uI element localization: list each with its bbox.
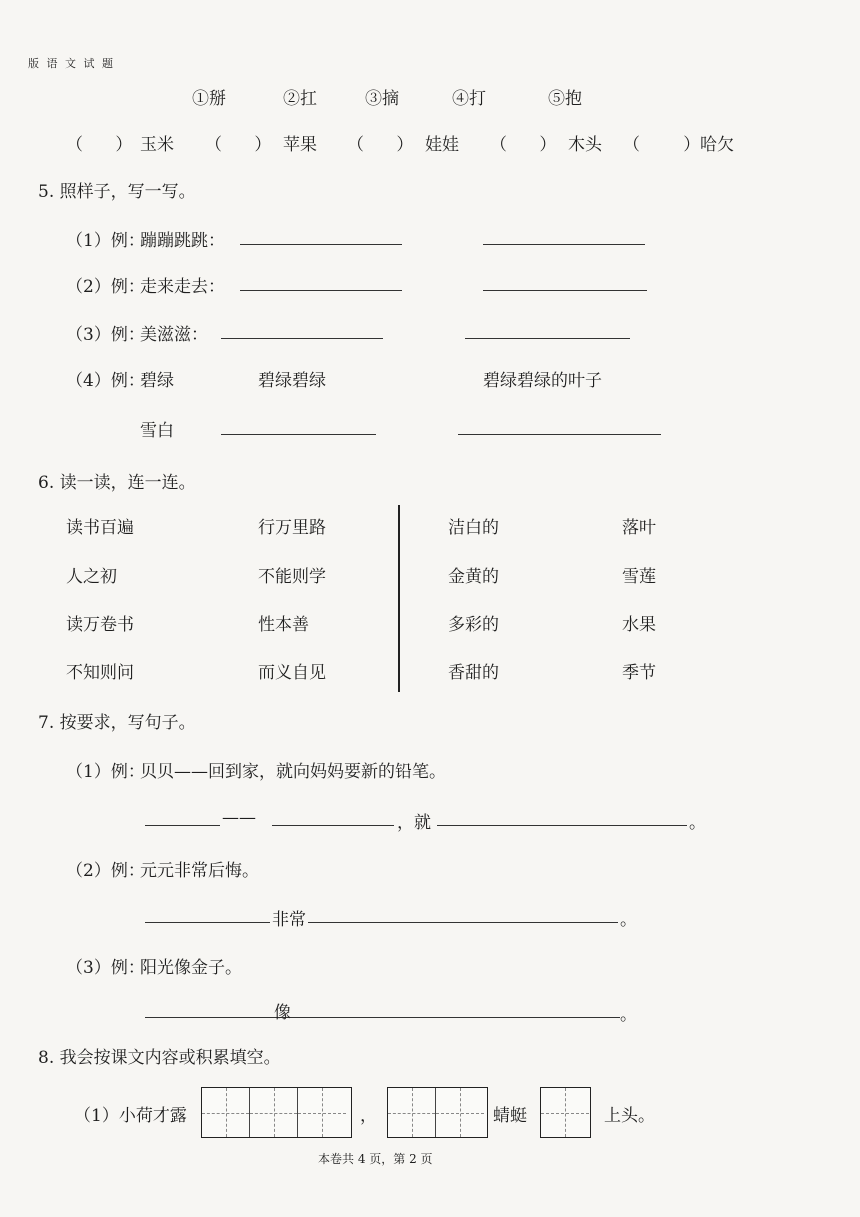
- match-item[interactable]: 不能则学: [258, 567, 326, 587]
- q7-item1-mid: ，就: [397, 813, 431, 833]
- char-grid-input[interactable]: [387, 1087, 488, 1138]
- answer-blank[interactable]: [465, 338, 630, 339]
- answer-blank[interactable]: [145, 825, 220, 826]
- match-item[interactable]: 雪莲: [622, 567, 656, 587]
- char-cell[interactable]: [202, 1088, 250, 1137]
- q5-item2-example: 走来走去：: [140, 277, 225, 297]
- paren-blank[interactable]: （ ）: [623, 135, 701, 155]
- paren-word: 哈欠: [700, 135, 734, 155]
- q7-item2-end: 。: [620, 910, 637, 930]
- q7-item3-example: 阳光像金子。: [140, 958, 242, 978]
- char-cell[interactable]: [436, 1088, 484, 1137]
- char-grid-input[interactable]: [201, 1087, 352, 1138]
- q5-title: 5. 照样子，写一写。: [38, 182, 196, 202]
- q6-title: 6. 读一读，连一连。: [38, 473, 196, 493]
- page-footer: 本卷共 4 页，第 2 页: [318, 1152, 433, 1166]
- q5-item4-example: 碧绿: [140, 371, 174, 391]
- match-item[interactable]: 香甜的: [448, 663, 499, 683]
- q8-item1-label: （1）小荷才露: [74, 1106, 187, 1126]
- char-cell[interactable]: [388, 1088, 436, 1137]
- q5-item1-label: （1）例：: [66, 231, 145, 251]
- answer-blank[interactable]: [483, 244, 645, 245]
- paren-word: 玉米: [140, 135, 174, 155]
- q7-item1-end: 。: [689, 813, 706, 833]
- q5-item2-label: （2）例：: [66, 277, 145, 297]
- q7-item3-mid: 像: [274, 1003, 291, 1023]
- paren-blank[interactable]: （ ）: [347, 135, 414, 155]
- q5-item1-example: 蹦蹦跳跳：: [140, 231, 225, 251]
- q7-item2-mid: 非常: [272, 910, 306, 930]
- char-grid-input[interactable]: [540, 1087, 591, 1138]
- option-5: ⑤抱: [548, 89, 582, 109]
- match-item[interactable]: 不知则问: [66, 663, 134, 683]
- match-item[interactable]: 季节: [622, 663, 656, 683]
- option-1: ①掰: [192, 89, 226, 109]
- q5-item4-label: （4）例：: [66, 371, 145, 391]
- match-item[interactable]: 落叶: [622, 518, 656, 538]
- q8-title: 8. 我会按课文内容或积累填空。: [38, 1048, 281, 1068]
- answer-blank[interactable]: [145, 1017, 620, 1018]
- answer-blank[interactable]: [458, 434, 661, 435]
- answer-blank[interactable]: [221, 338, 383, 339]
- match-item[interactable]: 读书百遍: [66, 518, 134, 538]
- q7-item2-example: 元元非常后悔。: [140, 861, 259, 881]
- answer-blank[interactable]: [240, 290, 402, 291]
- q7-title: 7. 按要求，写句子。: [38, 713, 196, 733]
- char-cell[interactable]: [541, 1088, 589, 1137]
- option-4: ④打: [452, 89, 486, 109]
- match-item[interactable]: 性本善: [258, 615, 309, 635]
- q8-end-word: 上头。: [604, 1106, 655, 1126]
- q8-comma: ，: [360, 1106, 377, 1126]
- answer-blank[interactable]: [308, 922, 618, 923]
- q7-item1-example: 贝贝——回到家，就向妈妈要新的铅笔。: [140, 762, 446, 782]
- q5-item4-example2: 碧绿碧绿: [258, 371, 326, 391]
- q5-item4-word: 雪白: [140, 421, 174, 441]
- match-item[interactable]: 读万卷书: [66, 615, 134, 635]
- match-item[interactable]: 水果: [622, 615, 656, 635]
- option-3: ③摘: [365, 89, 399, 109]
- q5-item4-example3: 碧绿碧绿的叶子: [483, 371, 602, 391]
- match-item[interactable]: 金黄的: [448, 567, 499, 587]
- paren-word: 苹果: [283, 135, 317, 155]
- paren-word: 娃娃: [425, 135, 459, 155]
- answer-blank[interactable]: [240, 244, 402, 245]
- match-item[interactable]: 多彩的: [448, 615, 499, 635]
- match-item[interactable]: 行万里路: [258, 518, 326, 538]
- q5-item3-label: （3）例：: [66, 325, 145, 345]
- paren-blank[interactable]: （ ）: [66, 135, 133, 155]
- answer-blank[interactable]: [221, 434, 376, 435]
- match-divider: [398, 505, 400, 692]
- char-cell[interactable]: [250, 1088, 298, 1137]
- answer-blank[interactable]: [437, 825, 687, 826]
- q7-item2-label: （2）例：: [66, 861, 145, 881]
- paren-word: 木头: [568, 135, 602, 155]
- q8-mid-word: 蜻蜓: [493, 1106, 527, 1126]
- answer-blank[interactable]: [272, 825, 394, 826]
- q7-item3-label: （3）例：: [66, 958, 145, 978]
- match-item[interactable]: 洁白的: [448, 518, 499, 538]
- answer-blank[interactable]: [145, 922, 270, 923]
- paren-blank[interactable]: （ ）: [490, 135, 557, 155]
- char-cell[interactable]: [298, 1088, 346, 1137]
- q7-item1-label: （1）例：: [66, 762, 145, 782]
- answer-blank[interactable]: [483, 290, 647, 291]
- exam-header-title: 版 语 文 试 题: [28, 57, 115, 70]
- option-2: ②扛: [283, 89, 317, 109]
- q7-item3-end: 。: [620, 1005, 637, 1025]
- q5-item3-example: 美滋滋：: [140, 325, 208, 345]
- q7-dash: ——: [222, 808, 256, 828]
- match-item[interactable]: 人之初: [66, 567, 117, 587]
- paren-blank[interactable]: （ ）: [205, 135, 272, 155]
- match-item[interactable]: 而义自见: [258, 663, 326, 683]
